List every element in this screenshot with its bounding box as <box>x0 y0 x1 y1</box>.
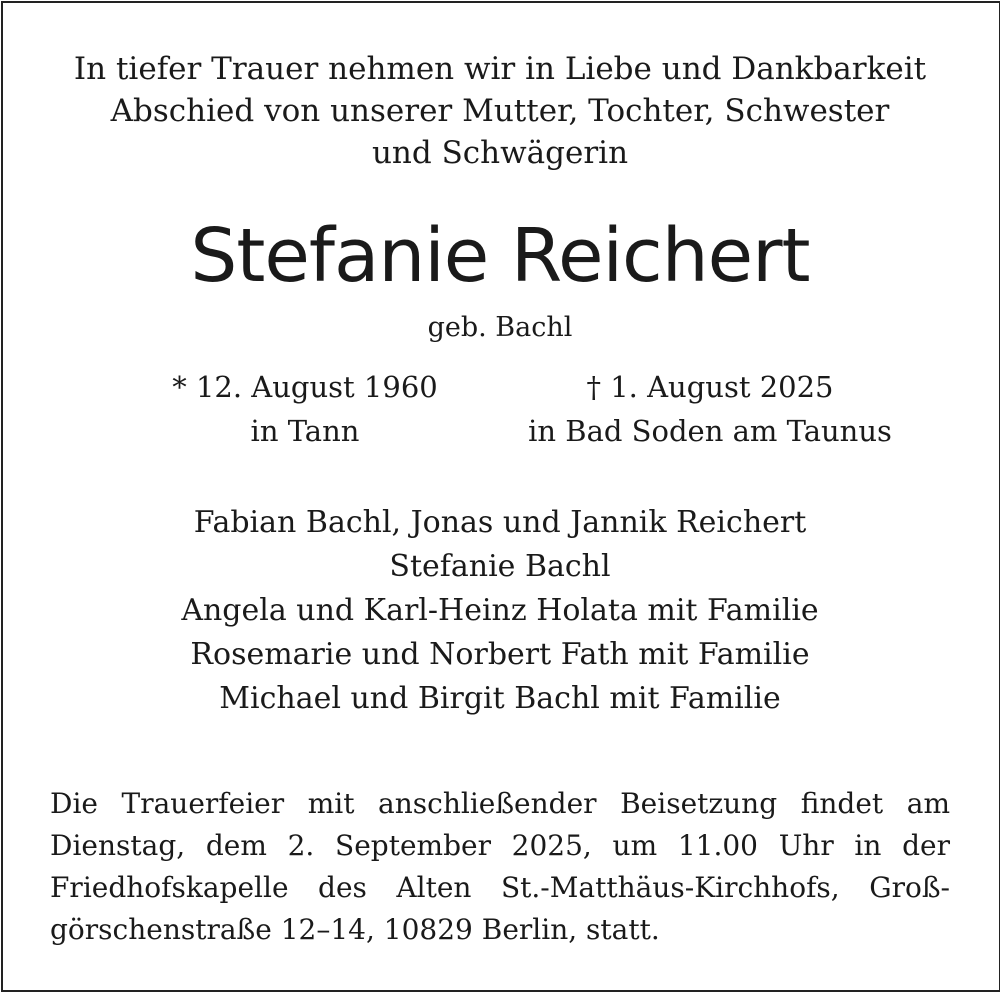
intro-line: Abschied von unserer Mutter, Tochter, Schwester <box>110 93 890 129</box>
maiden-name: geb. Bachl <box>427 312 573 343</box>
birth-date: * 12. August 1960 <box>172 370 438 404</box>
mourner-line: Angela und Karl-Heinz Holata mit Familie <box>181 593 819 628</box>
service-details <box>50 783 950 951</box>
service-line: Dienstag, dem 2. September 2025, um 11.00 Uhr in der <box>50 829 950 862</box>
birth-place: in Tann <box>250 414 360 448</box>
mourners-list <box>0 501 1000 721</box>
intro-text <box>0 48 1000 174</box>
mourner-line: Stefanie Bachl <box>389 549 611 584</box>
birth-info <box>150 365 460 453</box>
mourner-line: Fabian Bachl, Jonas und Jannik Reichert <box>193 505 807 540</box>
service-line: Die Trauerfeier mit anschließender Beisetzung findet am <box>50 787 950 820</box>
death-info <box>510 365 910 453</box>
mourner-line: Michael und Birgit Bachl mit Familie <box>219 681 781 716</box>
mourner-line: Rosemarie und Norbert Fath mit Familie <box>190 637 810 672</box>
deceased-name: Stefanie Reichert <box>190 213 810 299</box>
intro-line: In tiefer Trauer nehmen wir in Liebe und Dankbarkeit <box>73 51 927 87</box>
intro-line: und Schwägerin <box>371 135 629 171</box>
service-line: Friedhofskapelle des Alten St.-Matthäus-Kirchhofs, Groß- <box>50 871 950 904</box>
death-place: in Bad Soden am Taunus <box>528 414 892 448</box>
service-line: görschenstraße 12–14, 10829 Berlin, statt. <box>50 913 660 946</box>
death-date: † 1. August 2025 <box>586 370 834 404</box>
